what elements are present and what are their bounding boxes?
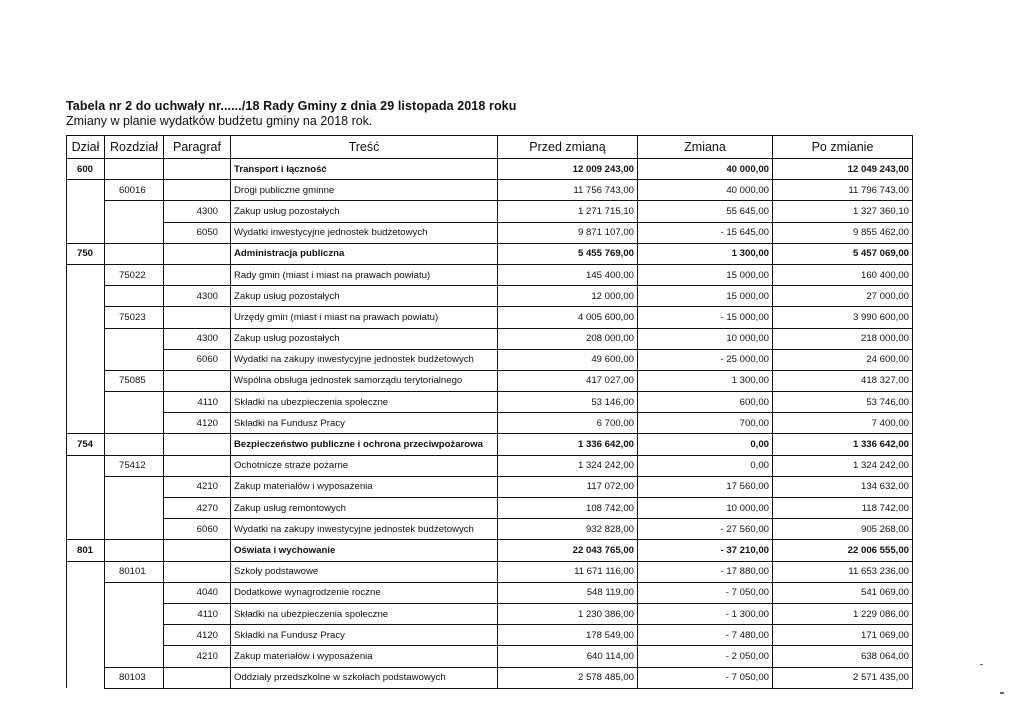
cell-dzial bbox=[67, 392, 105, 413]
cell-tresc: Składki na ubezpieczenia społeczne bbox=[231, 392, 498, 413]
cell-dzial bbox=[67, 561, 105, 582]
table-row-rozdzial bbox=[67, 370, 913, 391]
cell-paragraf: 6060 bbox=[164, 349, 231, 370]
cell-paragraf bbox=[164, 264, 231, 285]
cell-dzial bbox=[67, 413, 105, 434]
cell-zmiana: - 27 560,00 bbox=[638, 519, 773, 540]
table-row-paragraf bbox=[67, 498, 913, 519]
cell-zmiana: - 15 645,00 bbox=[638, 222, 773, 243]
cell-tresc: Zakup usług remontowych bbox=[231, 498, 498, 519]
scan-speck bbox=[980, 664, 983, 665]
cell-zmiana: 40 000,00 bbox=[638, 180, 773, 201]
cell-rozdzial bbox=[105, 582, 164, 603]
table-row-dzial bbox=[67, 434, 913, 455]
cell-dzial bbox=[67, 264, 105, 285]
cell-przed-zmiana: 49 600,00 bbox=[498, 349, 638, 370]
cell-tresc: Bezpieczeństwo publiczne i ochrona przeciwpożarowa bbox=[231, 434, 498, 455]
cell-tresc: Oddziały przedszkolne w szkołach podstawowych bbox=[231, 667, 498, 688]
cell-po-zmianie: 1 324 242,00 bbox=[773, 455, 913, 476]
table-header bbox=[67, 136, 913, 159]
cell-przed-zmiana: 11 756 743,00 bbox=[498, 180, 638, 201]
cell-dzial: 801 bbox=[67, 540, 105, 561]
table-row-paragraf bbox=[67, 201, 913, 222]
cell-zmiana: 55 645,00 bbox=[638, 201, 773, 222]
cell-tresc: Ochotnicze straże pożarne bbox=[231, 455, 498, 476]
cell-paragraf: 4120 bbox=[164, 625, 231, 646]
cell-po-zmianie: 418 327,00 bbox=[773, 370, 913, 391]
table-row-rozdzial bbox=[67, 264, 913, 285]
cell-przed-zmiana: 178 549,00 bbox=[498, 625, 638, 646]
cell-dzial bbox=[67, 646, 105, 667]
table-row-paragraf bbox=[67, 519, 913, 540]
cell-rozdzial: 75412 bbox=[105, 455, 164, 476]
cell-dzial: 750 bbox=[67, 243, 105, 264]
cell-paragraf: 6060 bbox=[164, 519, 231, 540]
table-continuation-line bbox=[66, 625, 67, 633]
cell-przed-zmiana: 5 455 769,00 bbox=[498, 243, 638, 264]
cell-paragraf: 4040 bbox=[164, 582, 231, 603]
cell-tresc: Transport i łączność bbox=[231, 159, 498, 180]
cell-po-zmianie: 53 746,00 bbox=[773, 392, 913, 413]
cell-dzial bbox=[67, 667, 105, 688]
cell-po-zmianie: 2 571 435,00 bbox=[773, 667, 913, 688]
cell-przed-zmiana: 53 146,00 bbox=[498, 392, 638, 413]
cell-rozdzial: 75023 bbox=[105, 307, 164, 328]
cell-tresc: Wydatki inwestycyjne jednostek budżetowych bbox=[231, 222, 498, 243]
cell-przed-zmiana: 12 009 243,00 bbox=[498, 159, 638, 180]
cell-dzial bbox=[67, 286, 105, 307]
cell-paragraf bbox=[164, 307, 231, 328]
col-header-po-zmianie: Po zmianie bbox=[773, 136, 913, 159]
cell-paragraf bbox=[164, 561, 231, 582]
cell-rozdzial: 80101 bbox=[105, 561, 164, 582]
cell-rozdzial bbox=[105, 413, 164, 434]
cell-dzial bbox=[67, 603, 105, 624]
cell-po-zmianie: 9 855 462,00 bbox=[773, 222, 913, 243]
cell-po-zmianie: 638 064,00 bbox=[773, 646, 913, 667]
cell-paragraf: 4270 bbox=[164, 498, 231, 519]
cell-paragraf bbox=[164, 370, 231, 391]
cell-dzial bbox=[67, 307, 105, 328]
cell-po-zmianie: 1 327 360,10 bbox=[773, 201, 913, 222]
cell-zmiana: 600,00 bbox=[638, 392, 773, 413]
cell-zmiana: 700,00 bbox=[638, 413, 773, 434]
table-row-paragraf bbox=[67, 476, 913, 497]
cell-rozdzial bbox=[105, 603, 164, 624]
table-row-paragraf bbox=[67, 646, 913, 667]
cell-paragraf: 6050 bbox=[164, 222, 231, 243]
cell-rozdzial bbox=[105, 434, 164, 455]
cell-zmiana: 1 300,00 bbox=[638, 370, 773, 391]
cell-paragraf: 4110 bbox=[164, 603, 231, 624]
cell-po-zmianie: 24 600,00 bbox=[773, 349, 913, 370]
cell-tresc: Szkoły podstawowe bbox=[231, 561, 498, 582]
cell-tresc: Składki na Fundusz Pracy bbox=[231, 625, 498, 646]
cell-zmiana: - 7 050,00 bbox=[638, 582, 773, 603]
cell-paragraf bbox=[164, 455, 231, 476]
table-row-rozdzial bbox=[67, 307, 913, 328]
cell-przed-zmiana: 1 324 242,00 bbox=[498, 455, 638, 476]
cell-zmiana: 1 300,00 bbox=[638, 243, 773, 264]
cell-zmiana: - 25 000,00 bbox=[638, 349, 773, 370]
cell-dzial bbox=[67, 370, 105, 391]
cell-dzial bbox=[67, 180, 105, 201]
table-row-rozdzial bbox=[67, 180, 913, 201]
cell-paragraf: 4300 bbox=[164, 286, 231, 307]
cell-paragraf: 4120 bbox=[164, 413, 231, 434]
cell-tresc: Zakup usług pozostałych bbox=[231, 286, 498, 307]
cell-zmiana: - 37 210,00 bbox=[638, 540, 773, 561]
cell-rozdzial bbox=[105, 243, 164, 264]
cell-tresc: Oświata i wychowanie bbox=[231, 540, 498, 561]
table-row-paragraf bbox=[67, 286, 913, 307]
cell-rozdzial bbox=[105, 625, 164, 646]
table-row-rozdzial bbox=[67, 561, 913, 582]
cell-paragraf bbox=[164, 243, 231, 264]
cell-po-zmianie: 905 268,00 bbox=[773, 519, 913, 540]
cell-tresc: Składki na ubezpieczenia społeczne bbox=[231, 603, 498, 624]
cell-tresc: Wydatki na zakupy inwestycyjne jednostek budżetowych bbox=[231, 349, 498, 370]
cell-przed-zmiana: 548 119,00 bbox=[498, 582, 638, 603]
table-row-rozdzial bbox=[67, 667, 913, 688]
cell-po-zmianie: 22 006 555,00 bbox=[773, 540, 913, 561]
col-header-przed-zmiana: Przed zmianą bbox=[498, 136, 638, 159]
cell-przed-zmiana: 6 700,00 bbox=[498, 413, 638, 434]
document-subtitle: Zmiany w planie wydatków budżetu gminy na 2018 rok. bbox=[66, 114, 373, 128]
cell-po-zmianie: 11 653 236,00 bbox=[773, 561, 913, 582]
col-header-dzial: Dział bbox=[67, 136, 105, 159]
cell-po-zmianie: 11 796 743,00 bbox=[773, 180, 913, 201]
table-row-paragraf bbox=[67, 603, 913, 624]
cell-zmiana: - 7 480,00 bbox=[638, 625, 773, 646]
cell-rozdzial: 75022 bbox=[105, 264, 164, 285]
table-row-paragraf bbox=[67, 222, 913, 243]
table-row-paragraf bbox=[67, 413, 913, 434]
cell-po-zmianie: 134 632,00 bbox=[773, 476, 913, 497]
cell-rozdzial bbox=[105, 498, 164, 519]
cell-po-zmianie: 218 000,00 bbox=[773, 328, 913, 349]
cell-zmiana: 0,00 bbox=[638, 434, 773, 455]
cell-rozdzial bbox=[105, 286, 164, 307]
cell-rozdzial bbox=[105, 646, 164, 667]
cell-tresc: Zakup materiałów i wyposażenia bbox=[231, 476, 498, 497]
cell-zmiana: 10 000,00 bbox=[638, 498, 773, 519]
cell-rozdzial bbox=[105, 201, 164, 222]
cell-rozdzial bbox=[105, 328, 164, 349]
cell-dzial bbox=[67, 625, 105, 646]
cell-po-zmianie: 27 000,00 bbox=[773, 286, 913, 307]
cell-tresc: Drogi publiczne gminne bbox=[231, 180, 498, 201]
cell-tresc: Wydatki na zakupy inwestycyjne jednostek budżetowych bbox=[231, 519, 498, 540]
cell-tresc: Zakup usług pozostałych bbox=[231, 328, 498, 349]
cell-tresc: Urzędy gmin (miast i miast na prawach powiatu) bbox=[231, 307, 498, 328]
cell-rozdzial bbox=[105, 349, 164, 370]
cell-dzial bbox=[67, 498, 105, 519]
table-row-paragraf bbox=[67, 625, 913, 646]
cell-przed-zmiana: 117 072,00 bbox=[498, 476, 638, 497]
cell-dzial: 600 bbox=[67, 159, 105, 180]
cell-po-zmianie: 541 069,00 bbox=[773, 582, 913, 603]
cell-zmiana: 17 560,00 bbox=[638, 476, 773, 497]
cell-przed-zmiana: 108 742,00 bbox=[498, 498, 638, 519]
cell-paragraf bbox=[164, 159, 231, 180]
cell-po-zmianie: 3 990 600,00 bbox=[773, 307, 913, 328]
cell-paragraf bbox=[164, 540, 231, 561]
table-body bbox=[67, 159, 913, 689]
cell-paragraf bbox=[164, 434, 231, 455]
table-row-paragraf bbox=[67, 349, 913, 370]
col-header-tresc: Treść bbox=[231, 136, 498, 159]
cell-przed-zmiana: 9 871 107,00 bbox=[498, 222, 638, 243]
cell-zmiana: - 17 880,00 bbox=[638, 561, 773, 582]
cell-po-zmianie: 160 400,00 bbox=[773, 264, 913, 285]
cell-zmiana: 10 000,00 bbox=[638, 328, 773, 349]
cell-przed-zmiana: 417 027,00 bbox=[498, 370, 638, 391]
cell-przed-zmiana: 1 230 386,00 bbox=[498, 603, 638, 624]
budget-table bbox=[66, 135, 913, 689]
cell-rozdzial bbox=[105, 222, 164, 243]
cell-po-zmianie: 12 049 243,00 bbox=[773, 159, 913, 180]
cell-przed-zmiana: 12 000,00 bbox=[498, 286, 638, 307]
cell-rozdzial bbox=[105, 519, 164, 540]
cell-paragraf: 4300 bbox=[164, 328, 231, 349]
document-title: Tabela nr 2 do uchwały nr....../18 Rady Gminy z dnia 29 listopada 2018 roku bbox=[66, 99, 517, 113]
cell-po-zmianie: 118 742,00 bbox=[773, 498, 913, 519]
cell-tresc: Zakup materiałów i wyposażenia bbox=[231, 646, 498, 667]
cell-paragraf bbox=[164, 667, 231, 688]
table-row-rozdzial bbox=[67, 455, 913, 476]
cell-zmiana: - 15 000,00 bbox=[638, 307, 773, 328]
cell-przed-zmiana: 932 828,00 bbox=[498, 519, 638, 540]
cell-rozdzial: 60016 bbox=[105, 180, 164, 201]
scan-speck bbox=[1000, 692, 1004, 694]
cell-przed-zmiana: 208 000,00 bbox=[498, 328, 638, 349]
table-row-dzial bbox=[67, 540, 913, 561]
cell-dzial bbox=[67, 222, 105, 243]
cell-paragraf bbox=[164, 180, 231, 201]
cell-tresc: Zakup usług pozostałych bbox=[231, 201, 498, 222]
cell-tresc: Składki na Fundusz Pracy bbox=[231, 413, 498, 434]
cell-przed-zmiana: 2 578 485,00 bbox=[498, 667, 638, 688]
cell-rozdzial bbox=[105, 392, 164, 413]
cell-zmiana: 40 000,00 bbox=[638, 159, 773, 180]
cell-zmiana: - 7 050,00 bbox=[638, 667, 773, 688]
cell-zmiana: 15 000,00 bbox=[638, 286, 773, 307]
cell-dzial bbox=[67, 582, 105, 603]
cell-przed-zmiana: 1 336 642,00 bbox=[498, 434, 638, 455]
table-row-paragraf bbox=[67, 328, 913, 349]
cell-zmiana: - 2 050,00 bbox=[638, 646, 773, 667]
table-row-dzial bbox=[67, 159, 913, 180]
cell-tresc: Dodatkowe wynagrodzenie roczne bbox=[231, 582, 498, 603]
cell-po-zmianie: 7 400,00 bbox=[773, 413, 913, 434]
cell-dzial bbox=[67, 455, 105, 476]
cell-dzial bbox=[67, 328, 105, 349]
cell-dzial bbox=[67, 201, 105, 222]
cell-rozdzial bbox=[105, 540, 164, 561]
cell-rozdzial bbox=[105, 476, 164, 497]
table-row-paragraf bbox=[67, 582, 913, 603]
cell-tresc: Administracja publiczna bbox=[231, 243, 498, 264]
cell-przed-zmiana: 640 114,00 bbox=[498, 646, 638, 667]
cell-zmiana: - 1 300,00 bbox=[638, 603, 773, 624]
cell-dzial bbox=[67, 476, 105, 497]
cell-po-zmianie: 1 336 642,00 bbox=[773, 434, 913, 455]
cell-dzial: 754 bbox=[67, 434, 105, 455]
cell-przed-zmiana: 145 400,00 bbox=[498, 264, 638, 285]
cell-tresc: Rady gmin (miast i miast na prawach powiatu) bbox=[231, 264, 498, 285]
col-header-zmiana: Zmiana bbox=[638, 136, 773, 159]
cell-paragraf: 4300 bbox=[164, 201, 231, 222]
cell-rozdzial bbox=[105, 159, 164, 180]
cell-po-zmianie: 171 069,00 bbox=[773, 625, 913, 646]
cell-zmiana: 15 000,00 bbox=[638, 264, 773, 285]
cell-paragraf: 4210 bbox=[164, 646, 231, 667]
cell-rozdzial: 80103 bbox=[105, 667, 164, 688]
col-header-paragraf: Paragraf bbox=[164, 136, 231, 159]
cell-przed-zmiana: 1 271 715,10 bbox=[498, 201, 638, 222]
cell-rozdzial: 75085 bbox=[105, 370, 164, 391]
table-row-paragraf bbox=[67, 392, 913, 413]
table-row-dzial bbox=[67, 243, 913, 264]
cell-zmiana: 0,00 bbox=[638, 455, 773, 476]
cell-przed-zmiana: 11 671 116,00 bbox=[498, 561, 638, 582]
cell-przed-zmiana: 22 043 765,00 bbox=[498, 540, 638, 561]
cell-dzial bbox=[67, 349, 105, 370]
cell-dzial bbox=[67, 519, 105, 540]
cell-po-zmianie: 1 229 086,00 bbox=[773, 603, 913, 624]
col-header-rozdzial: Rozdział bbox=[105, 136, 164, 159]
cell-paragraf: 4110 bbox=[164, 392, 231, 413]
cell-po-zmianie: 5 457 069,00 bbox=[773, 243, 913, 264]
cell-przed-zmiana: 4 005 600,00 bbox=[498, 307, 638, 328]
cell-tresc: Wspólna obsługa jednostek samorządu terytorialnego bbox=[231, 370, 498, 391]
cell-paragraf: 4210 bbox=[164, 476, 231, 497]
